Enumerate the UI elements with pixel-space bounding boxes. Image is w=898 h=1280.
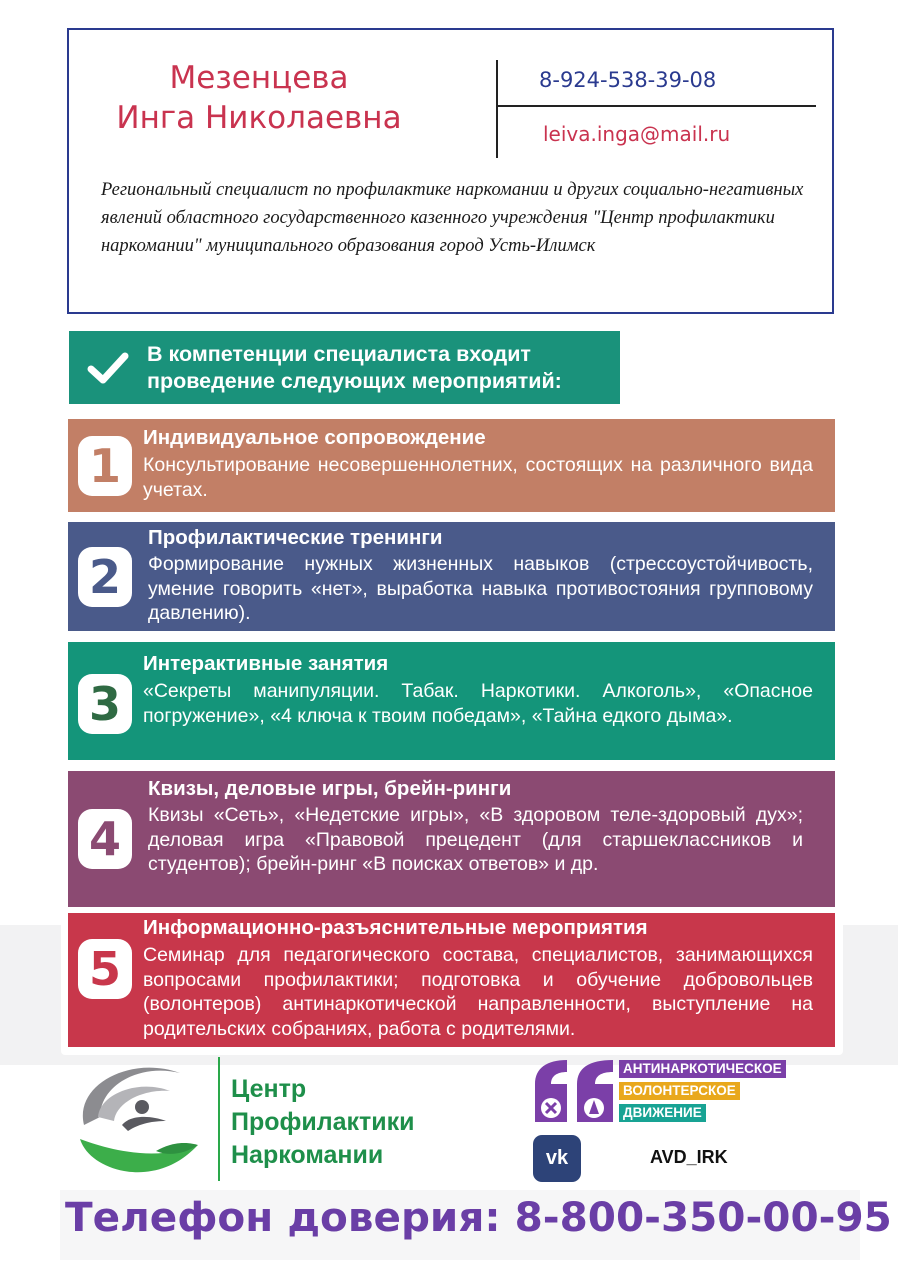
item-body: Формирование нужных жизненных навыков (стрессоустойчивость, умение говорить «нет», выработка навыка противостояния групповому давлению). — [148, 553, 813, 624]
contact-card — [67, 28, 834, 314]
vk-handle[interactable]: AVD_IRK — [650, 1147, 728, 1167]
tag-antinarcotic: АНТИНАРКОТИЧЕСКОЕ — [619, 1060, 786, 1078]
contact-phone[interactable]: 8-924-538-39-08 — [539, 68, 717, 92]
item-number-badge: 1 — [78, 436, 132, 496]
hotline[interactable]: Телефон доверия: 8-800-350-00-95 — [65, 1193, 892, 1241]
contact-description: Региональный специалист по профилактике наркомании и других социально-негативных явлений областного государственного казенного учреждения "Центр профилактики наркомании" муниципального образования город Усть-Илимск — [101, 180, 804, 256]
contact-given-names: Инга Николаевна — [116, 100, 402, 136]
heading-line1: В компетенции специалиста входит — [147, 341, 531, 366]
tag-volunteer: ВОЛОНТЕРСКОЕ — [619, 1082, 740, 1100]
item-body: Квизы «Сеть», «Недетские игры», «В здоровом теле-здоровый дух»; деловая игра «Правовой прецедент (для старшеклассников и студентов); брейн-ринг «В поисках ответов» и др. — [148, 804, 803, 875]
activity-item — [68, 642, 835, 760]
center-name-line3: Наркомании — [231, 1141, 384, 1169]
activity-item — [68, 419, 835, 512]
center-name — [231, 1073, 415, 1172]
contact-surname: Мезенцева — [169, 60, 349, 96]
item-body: Консультирование несовершеннолетних, состоящих на различного вида учетах. — [143, 454, 813, 501]
center-name-line1: Центр — [231, 1075, 307, 1103]
center-logo — [70, 1055, 205, 1185]
activity-item — [68, 522, 835, 631]
item-title: Информационно-разъяснительные мероприятия — [143, 916, 648, 939]
tag-movement: ДВИЖЕНИЕ — [619, 1104, 706, 1122]
contact-email[interactable]: leiva.inga@mail.ru — [543, 122, 731, 146]
activity-item — [68, 913, 835, 1047]
item-number-badge: 4 — [78, 809, 132, 869]
item-number-badge: 2 — [78, 547, 132, 607]
heading-line2: проведение следующих мероприятий: — [147, 368, 562, 393]
contact-name — [109, 58, 409, 138]
activity-item — [68, 771, 835, 907]
item-number-badge: 3 — [78, 674, 132, 734]
check-icon — [69, 331, 147, 404]
volunteer-movement-logo — [533, 1058, 615, 1124]
item-title: Индивидуальное сопровождение — [143, 426, 486, 449]
item-title: Профилактические тренинги — [148, 526, 443, 549]
divider-horizontal — [498, 105, 816, 107]
vk-icon[interactable]: vk — [533, 1135, 581, 1182]
logo-divider — [218, 1057, 220, 1181]
item-body: «Секреты манипуляции. Табак. Наркотики. Алкоголь», «Опасное погружение», «4 ключа к твоим победам», «Тайна едкого дыма». — [143, 680, 813, 727]
item-title: Интерактивные занятия — [143, 652, 389, 675]
competence-heading — [69, 331, 620, 404]
item-body: Семинар для педагогического состава, специалистов, занимающихся вопросами профилактики; подготовка и обучение добровольцев (волонтеров) антинаркотической направленности, выступление на родительских собраниях, работа с родителями. — [143, 944, 813, 1040]
center-name-line2: Профилактики — [231, 1108, 415, 1136]
item-number-badge: 5 — [78, 939, 132, 999]
divider-vertical — [496, 60, 498, 158]
item-title: Квизы, деловые игры, брейн-ринги — [148, 777, 512, 800]
